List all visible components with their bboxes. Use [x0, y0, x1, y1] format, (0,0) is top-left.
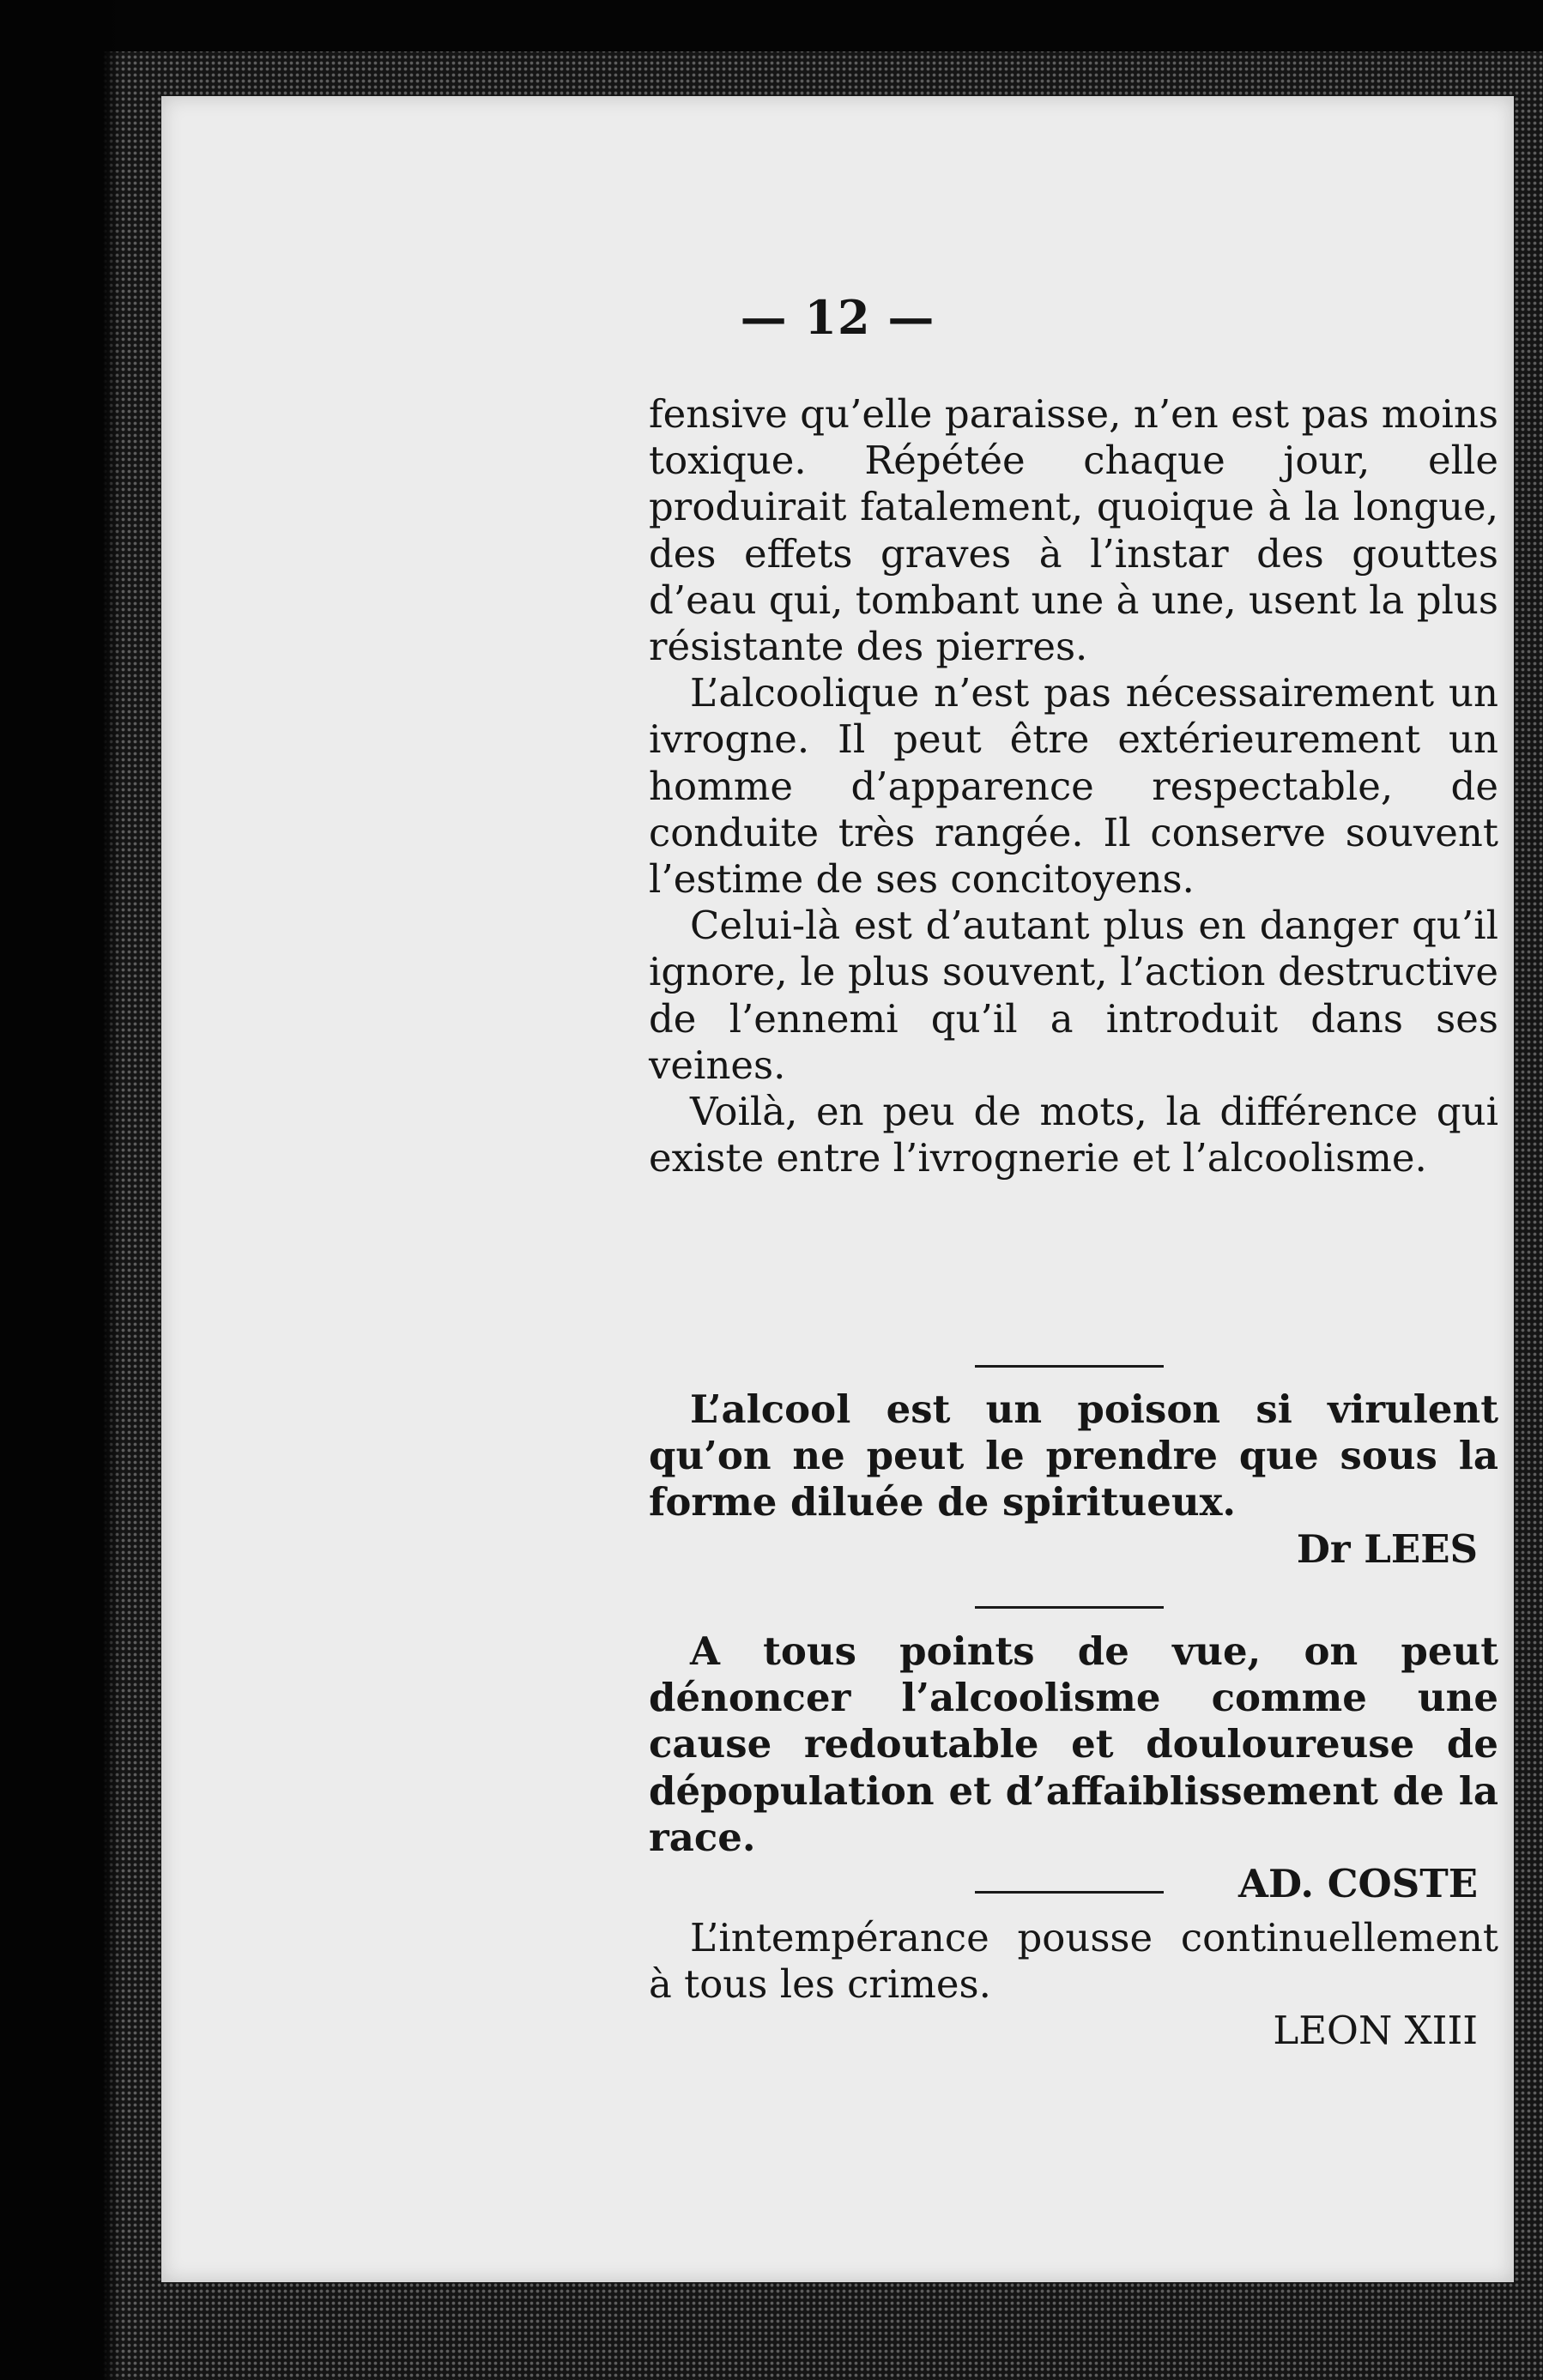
quote-author: Dr LEES: [1296, 1525, 1478, 1572]
section-divider: [975, 1365, 1164, 1368]
quote-author: AD. COSTE: [1238, 1861, 1478, 1907]
book-page: [161, 96, 1514, 2282]
page-number: — 12 —: [740, 290, 935, 345]
paragraph-3: Celui-là est d’autant plus en danger qu’il ignore, le plus souvent, l’action destructive de l’ennemi qu’il a introduit dans ses veines.: [649, 903, 1498, 1088]
paragraph-4: Voilà, en peu de mots, la différence qui existe entre l’ivrognerie et l’alcoolisme.: [649, 1089, 1498, 1181]
paragraph-2: L’alcoolique n’est pas nécessairement un ivrogne. Il peut être extérieurement un homme d’apparence respectable, de conduite très rangée. Il conserve souvent l’estime de ses concitoyens.: [649, 670, 1498, 903]
section-divider: [975, 1891, 1164, 1894]
quote-text: L’intempérance pousse continuellement à tous les crimes.: [649, 1915, 1498, 2008]
quote-lees: [649, 1386, 1498, 1573]
scan-left-edge: [0, 0, 120, 2380]
quote-author: LEON XIII: [1273, 2008, 1478, 2054]
paragraph-1: fensive qu’elle paraisse, n’en est pas moins toxique. Répétée chaque jour, elle produirait fatalement, quoique à la longue, des effets graves à l’instar des gouttes d’eau qui, tombant une à une, usent la plus résistante des pierres.: [649, 391, 1498, 670]
main-text: [649, 391, 1498, 1181]
quote-leon-xiii: [649, 1915, 1498, 2055]
quote-text: L’alcool est un poison si virulent qu’on ne peut le prendre que sous la forme diluée de spiritueux.: [649, 1386, 1498, 1525]
section-divider: [975, 1606, 1164, 1609]
quote-coste: [649, 1628, 1498, 1907]
quote-text: A tous points de vue, on peut dénoncer l’alcoolisme comme une cause redoutable et douloureuse de dépopulation et d’affaiblissement de la race.: [649, 1628, 1498, 1860]
scan-top-edge: [0, 0, 1543, 51]
